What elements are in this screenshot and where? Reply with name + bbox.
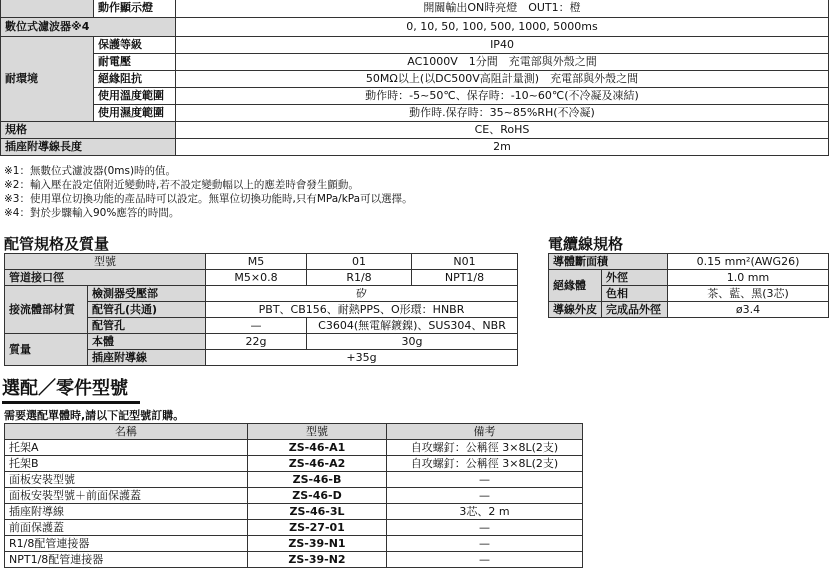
spec-category: 規格 — [1, 121, 176, 138]
spec-sub-label: 使用溫度範圍 — [94, 87, 176, 104]
port-common-value: PBT、CB156、耐熱PPS、O形環：HNBR — [206, 302, 518, 318]
color-value: 茶、藍、黑(3芯) — [668, 286, 829, 302]
spec-sub-label: 使用濕度範圍 — [94, 104, 176, 121]
sheath-od-label: 完成品外徑 — [602, 302, 668, 318]
area-value: 0.15 mm²(AWG26) — [668, 254, 829, 270]
spec-row — [1, 138, 829, 155]
options-header-row — [5, 424, 583, 440]
color-label: 色相 — [602, 286, 668, 302]
spec-value: CE、RoHS — [176, 121, 829, 138]
insulator-label: 絕緣體 — [549, 270, 602, 302]
port-common-label: 配管孔(共通) — [88, 302, 206, 318]
cable-row — [549, 254, 829, 270]
lead-wire-value: +35g — [206, 350, 518, 366]
model-01: 01 — [307, 254, 412, 270]
od-value: 1.0 mm — [668, 270, 829, 286]
part-name: 托架B — [5, 456, 248, 472]
spec-table — [0, 0, 829, 156]
footnote: ※2：輸入壓在設定值附近變動時,若不設定變動幅以上的應差時會發生顫動。 — [4, 179, 359, 191]
part-note: 3芯、2 m — [387, 504, 583, 520]
piping-table — [4, 253, 518, 366]
spec-value: 50MΩ以上(以DC500V高阻計量測) 充電部與外殼之間 — [176, 70, 829, 87]
conn-01: R1/8 — [307, 270, 412, 286]
col-header-note: 備考 — [387, 424, 583, 440]
options-title: 選配／零件型號 — [2, 378, 128, 399]
port-other-value: C3604(無電解鍍鎳)、SUS304、NBR — [307, 318, 518, 334]
sensor-label: 檢測器受壓部 — [88, 286, 206, 302]
spec-sub-label: 耐電壓 — [94, 53, 176, 70]
part-name: 面板安裝型號 — [5, 472, 248, 488]
part-name: 面板安裝型號＋前面保護蓋 — [5, 488, 248, 504]
spec-row — [1, 87, 829, 104]
lead-wire-label: 插座附導線 — [88, 350, 206, 366]
part-model: ZS-39-N1 — [248, 536, 387, 552]
model-header: 型號 — [5, 254, 206, 270]
options-title-underline — [2, 401, 140, 404]
part-note: — — [387, 488, 583, 504]
cable-row — [549, 270, 829, 286]
spec-sub-label: 動作顯示燈 — [94, 0, 176, 17]
sheath-od-value: ø3.4 — [668, 302, 829, 318]
footnote: ※3：使用單位切換功能的產品時可以設定。無單位切換功能時,只有MPa/kPa可以選擇。 — [4, 193, 413, 205]
part-note: 自攻螺釘：公稱徑 3×8L(2支) — [387, 456, 583, 472]
piping-row — [5, 334, 518, 350]
part-note: 自攻螺釘：公稱徑 3×8L(2支) — [387, 440, 583, 456]
port-m5-value: — — [206, 318, 307, 334]
spec-value: 動作時.保存時：35~85%RH(不冷凝) — [176, 104, 829, 121]
table-row — [5, 456, 583, 472]
spec-value: AC1000V 1分間 充電部與外殼之間 — [176, 53, 829, 70]
part-name: NPT1/8配管連接器 — [5, 552, 248, 568]
table-row — [5, 440, 583, 456]
footnote: ※1：無數位式濾波器(0ms)時的值。 — [4, 165, 177, 177]
part-model: ZS-46-3L — [248, 504, 387, 520]
cable-table — [548, 253, 829, 318]
part-name: R1/8配管連接器 — [5, 536, 248, 552]
part-model: ZS-46-A1 — [248, 440, 387, 456]
spec-row — [1, 36, 829, 53]
part-model: ZS-39-N2 — [248, 552, 387, 568]
table-row — [5, 552, 583, 568]
piping-header-row — [5, 254, 518, 270]
conn-label: 管道接口徑 — [5, 270, 206, 286]
spec-category — [1, 0, 94, 17]
part-name: 插座附導線 — [5, 504, 248, 520]
col-header-name: 名稱 — [5, 424, 248, 440]
spec-category: 耐環境 — [1, 36, 94, 121]
spec-row — [1, 121, 829, 138]
cable-title: 電纜線規格 — [548, 235, 624, 253]
part-name: 托架A — [5, 440, 248, 456]
spec-row — [1, 70, 829, 87]
piping-row — [5, 286, 518, 302]
part-name: 前面保護蓋 — [5, 520, 248, 536]
conn-n01: NPT1/8 — [412, 270, 518, 286]
spec-row — [1, 104, 829, 121]
col-header-model: 型號 — [248, 424, 387, 440]
table-row — [5, 520, 583, 536]
spec-category: 數位式濾波器※4 — [1, 17, 176, 36]
spec-row — [1, 53, 829, 70]
area-label: 導體斷面積 — [549, 254, 668, 270]
table-row — [5, 536, 583, 552]
body-label: 本體 — [88, 334, 206, 350]
part-note: — — [387, 552, 583, 568]
piping-title: 配管規格及質量 — [4, 235, 110, 253]
mass-label: 質量 — [5, 334, 88, 366]
spec-sub-label: 絕緣阻抗 — [94, 70, 176, 87]
body-other-value: 30g — [307, 334, 518, 350]
model-n01: N01 — [412, 254, 518, 270]
spec-row — [1, 0, 829, 17]
sheath-label: 導線外皮 — [549, 302, 602, 318]
conn-m5: M5×0.8 — [206, 270, 307, 286]
part-model: ZS-46-A2 — [248, 456, 387, 472]
part-model: ZS-46-B — [248, 472, 387, 488]
table-row — [5, 488, 583, 504]
piping-row — [5, 270, 518, 286]
spec-value: 0, 10, 50, 100, 500, 1000, 5000ms — [176, 17, 829, 36]
sensor-value: 矽 — [206, 286, 518, 302]
spec-category: 插座附導線長度 — [1, 138, 176, 155]
port-label: 配管孔 — [88, 318, 206, 334]
options-lead-text: 需要選配單體時,請以下記型號訂購。 — [4, 409, 185, 422]
options-table — [4, 423, 583, 568]
od-label: 外徑 — [602, 270, 668, 286]
part-model: ZS-46-D — [248, 488, 387, 504]
footnote: ※4：對於步驟輸入90%應答的時間。 — [4, 207, 180, 219]
part-note: — — [387, 520, 583, 536]
table-row — [5, 504, 583, 520]
part-note: — — [387, 472, 583, 488]
spec-value: IP40 — [176, 36, 829, 53]
spec-value: 動作時：-5~50℃、保存時：-10~60℃(不冷凝及凍結) — [176, 87, 829, 104]
table-row — [5, 472, 583, 488]
model-m5: M5 — [206, 254, 307, 270]
spec-value: 開關輸出ON時亮燈 OUT1：橙 — [176, 0, 829, 17]
part-model: ZS-27-01 — [248, 520, 387, 536]
spec-row — [1, 17, 829, 36]
cable-row — [549, 302, 829, 318]
spec-sub-label: 保護等級 — [94, 36, 176, 53]
body-m5-value: 22g — [206, 334, 307, 350]
part-note: — — [387, 536, 583, 552]
material-label: 接流體部材質 — [5, 286, 88, 334]
spec-value: 2m — [176, 138, 829, 155]
